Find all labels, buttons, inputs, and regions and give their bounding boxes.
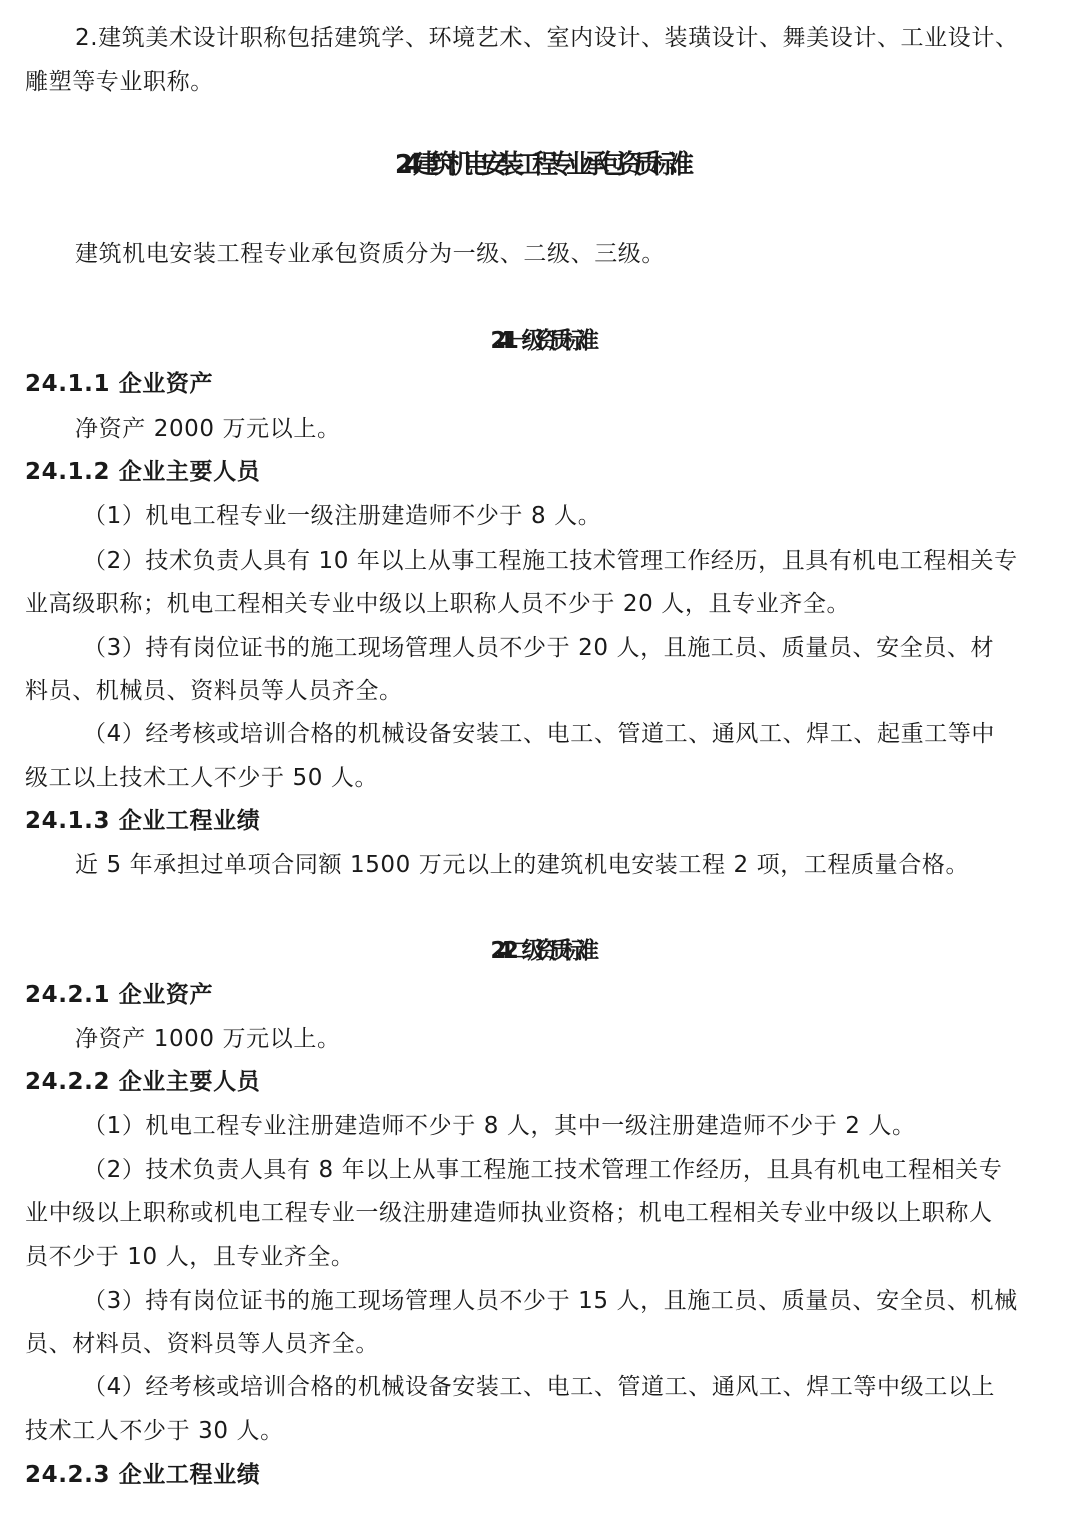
level1-personnel-heading: 24.1.2 企业主要人员 (25, 459, 261, 485)
level1-personnel-item-2-line-1: （2）技术负责人具有 10 年以上从事工程施工技术管理工作经历，且具有机电工程相关专 (83, 548, 1018, 574)
level2-performance-heading: 24.2.3 企业工程业绩 (25, 1462, 261, 1488)
level2-personnel-item-3-line-1: （3）持有岗位证书的施工现场管理人员不少于 15 人，且施工员、质量员、安全员、机械 (83, 1288, 1018, 1314)
chapter-summary: 建筑机电安装工程专业承包资质分为一级、二级、三级。 (75, 241, 665, 267)
level1-assets-text: 净资产 2000 万元以上。 (75, 416, 341, 442)
level1-personnel-item-2-line-2: 业高级职称；机电工程相关专业中级以上职称人员不少于 20 人，且专业齐全。 (25, 591, 851, 617)
level1-personnel-item-4-line-1: （4）经考核或培训合格的机械设备安装工、电工、管道工、通风工、焊工、起重工等中 (83, 721, 996, 747)
level1-personnel-item-3-line-1: （3）持有岗位证书的施工现场管理人员不少于 20 人，且施工员、质量员、安全员、材 (83, 635, 995, 661)
level1-personnel-item-1: （1）机电工程专业一级注册建造师不少于 8 人。 (83, 503, 602, 529)
chapter-title: 24 建筑机电安装工程专业承包资质标准 (394, 150, 686, 180)
level2-personnel-item-2-line-1: （2）技术负责人具有 8 年以上从事工程施工技术管理工作经历，且具有机电工程相关专 (83, 1157, 1003, 1183)
level1-performance-heading: 24.1.3 企业工程业绩 (25, 808, 261, 834)
level2-personnel-item-2-line-3: 员不少于 10 人，且专业齐全。 (25, 1244, 355, 1270)
level2-personnel-item-4-line-1: （4）经考核或培训合格的机械设备安装工、电工、管道工、通风工、焊工等中级工以上 (83, 1374, 996, 1400)
level2-assets-text: 净资产 1000 万元以上。 (75, 1026, 341, 1052)
level2-personnel-item-3-line-2: 员、材料员、资料员等人员齐全。 (25, 1331, 379, 1357)
level1-personnel-item-4-line-2: 级工以上技术工人不少于 50 人。 (25, 765, 379, 791)
level1-heading: 24.1 一级资质标准 (490, 328, 590, 354)
level2-personnel-heading: 24.2.2 企业主要人员 (25, 1069, 261, 1095)
level2-heading: 24.2 二级资质标准 (490, 938, 590, 964)
level2-personnel-item-2-line-2: 业中级以上职称或机电工程专业一级注册建造师执业资格；机电工程相关专业中级以上职称人 (25, 1200, 993, 1226)
level1-personnel-item-3-line-2: 料员、机械员、资料员等人员齐全。 (25, 678, 403, 704)
intro-note-line-1: 2.建筑美术设计职称包括建筑学、环境艺术、室内设计、装璜设计、舞美设计、工业设计、 (75, 25, 1019, 51)
intro-note-line-2: 雕塑等专业职称。 (25, 69, 214, 95)
level1-assets-heading: 24.1.1 企业资产 (25, 371, 214, 397)
level2-personnel-item-4-line-2: 技术工人不少于 30 人。 (25, 1418, 284, 1444)
level1-performance-text: 近 5 年承担过单项合同额 1500 万元以上的建筑机电安装工程 2 项，工程质量合格。 (75, 852, 970, 878)
level2-personnel-item-1: （1）机电工程专业注册建造师不少于 8 人，其中一级注册建造师不少于 2 人。 (83, 1113, 916, 1139)
level2-assets-heading: 24.2.1 企业资产 (25, 982, 214, 1008)
